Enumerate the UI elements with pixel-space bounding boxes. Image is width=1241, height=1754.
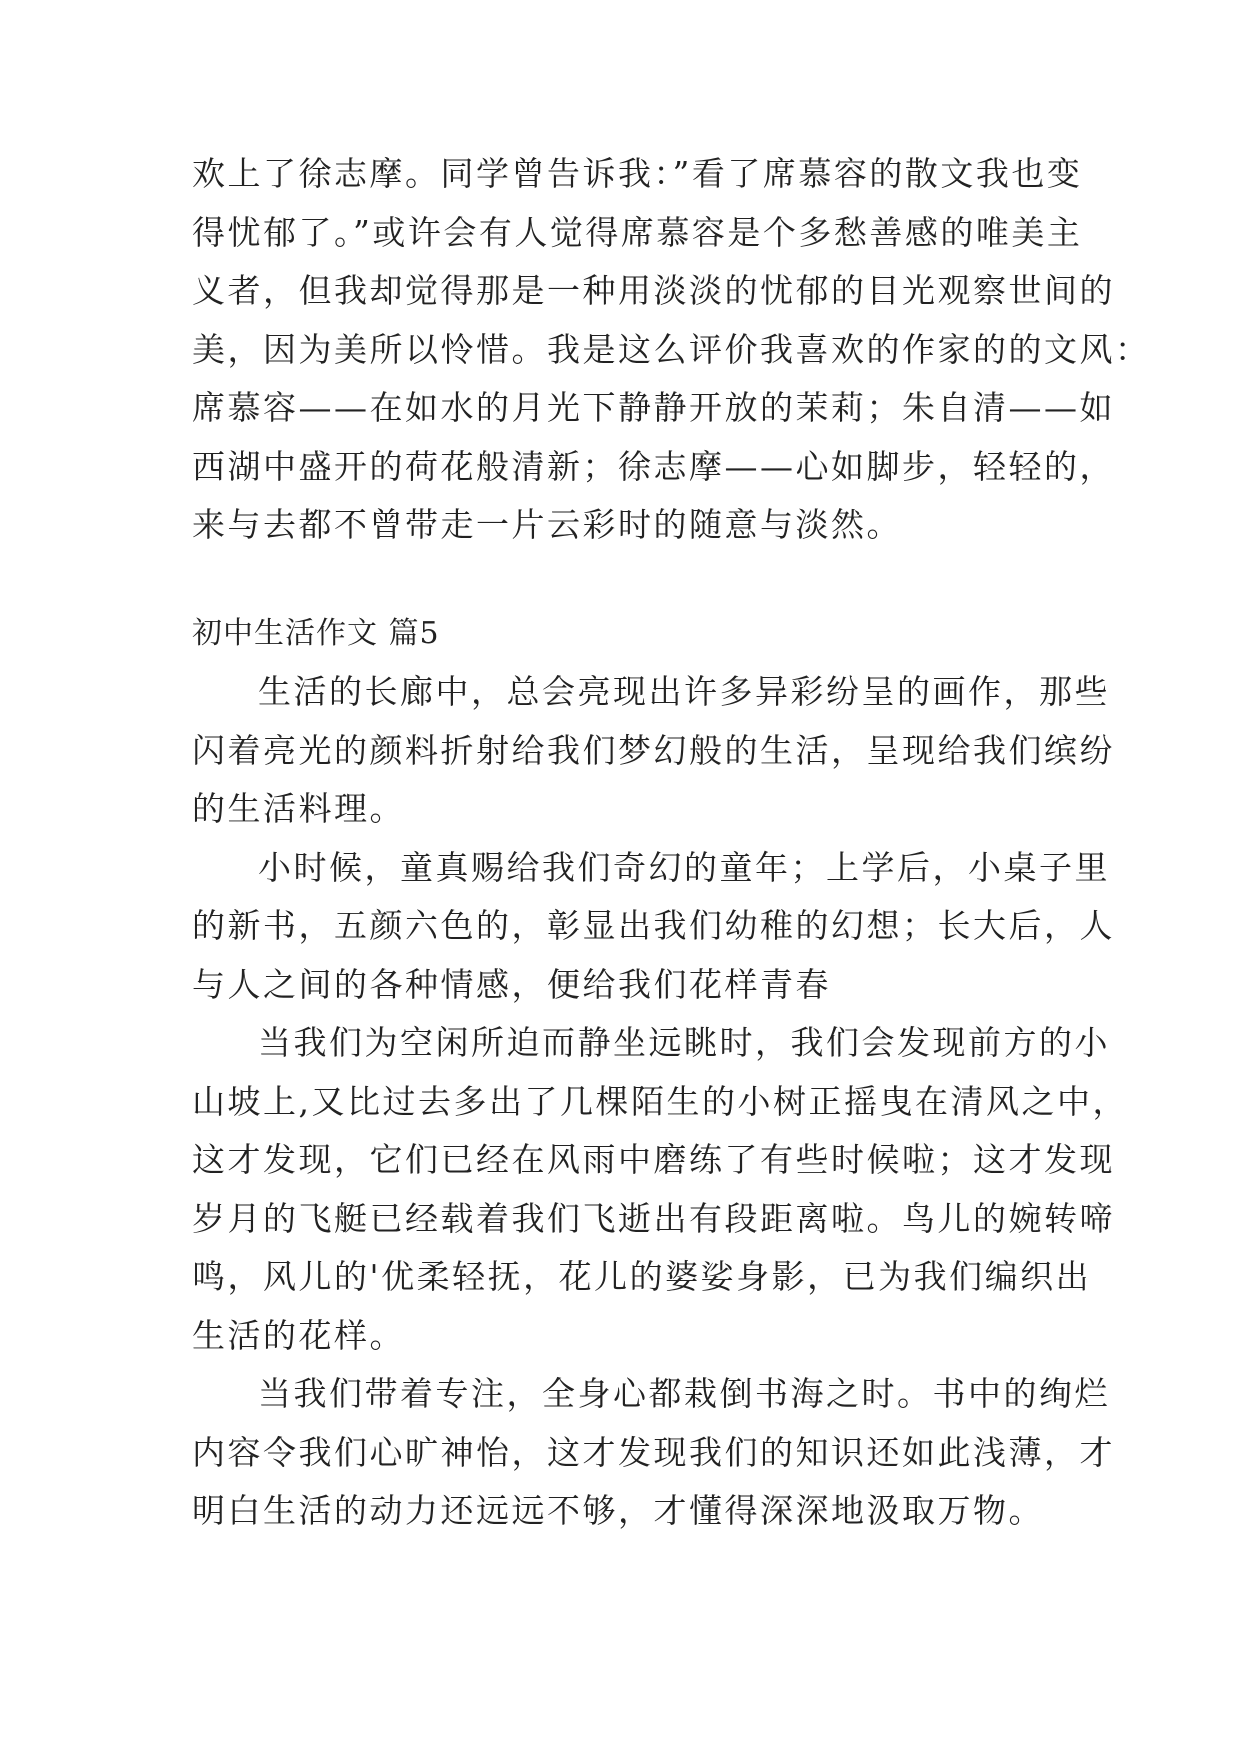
paragraph-line: 得忧郁了。”或许会有人觉得席慕容是个多愁善感的唯美主 bbox=[192, 212, 1083, 252]
paragraph-line: 当我们带着专注，全身心都栽倒书海之时。书中的绚烂 bbox=[258, 1374, 1110, 1413]
paragraph-line: 内容令我们心旷神怡，这才发现我们的知识还如此浅薄，才 bbox=[192, 1432, 1115, 1472]
intro-paragraph bbox=[192, 145, 1151, 555]
paragraph-line: 小时候，童真赐给我们奇幻的童年；上学后，小桌子里 bbox=[258, 847, 1110, 887]
paragraph-line: 岁月的飞艇已经载着我们飞逝出有段距离啦。鸟儿的婉转啼 bbox=[192, 1198, 1115, 1238]
document-page bbox=[192, 145, 1151, 1541]
section-heading: 初中生活作文 篇5 bbox=[192, 615, 440, 651]
paragraph-line: 闪着亮光的颜料折射给我们梦幻般的生活，呈现给我们缤纷 bbox=[192, 730, 1115, 770]
paragraph-line: 这才发现，它们已经在风雨中磨练了有些时候啦；这才发现 bbox=[192, 1140, 1115, 1179]
paragraph-line: 欢上了徐志摩。同学曾告诉我：”看了席慕容的散文我也变 bbox=[192, 154, 1083, 193]
paragraph-line: 明白生活的动力还远远不够，才懂得深深地汲取万物。 bbox=[192, 1491, 1044, 1530]
paragraph-line: 来与去都不曾带走一片云彩时的随意与淡然。 bbox=[192, 505, 902, 544]
paragraph-line: 席慕容——在如水的月光下静静开放的茉莉；朱自清——如 bbox=[192, 388, 1115, 427]
paragraph-line: 鸣，风儿的'优柔轻抚，花儿的婆娑身影，已为我们编织出 bbox=[192, 1257, 1092, 1296]
paragraph-line: 义者，但我却觉得那是一种用淡淡的忧郁的目光观察世间的 bbox=[192, 271, 1115, 310]
body-paragraph bbox=[192, 1014, 1128, 1365]
paragraph-line: 生活的花样。 bbox=[192, 1315, 405, 1355]
paragraph-line: 山坡上,又比过去多出了几棵陌生的小树正摇曳在清风之中， bbox=[192, 1081, 1128, 1121]
paragraph-line: 与人之间的各种情感，便给我们花样青春 bbox=[192, 964, 831, 1004]
body-paragraph bbox=[192, 839, 1115, 1015]
body-paragraph bbox=[192, 1365, 1115, 1541]
paragraph-line: 生活的长廊中，总会亮现出许多异彩纷呈的画作，那些 bbox=[258, 672, 1110, 711]
paragraph-line: 美，因为美所以怜惜。我是这么评价我喜欢的作家的的文风： bbox=[192, 329, 1151, 369]
section-spacer bbox=[192, 555, 1072, 605]
paragraph-line: 的新书，五颜六色的，彰显出我们幼稚的幻想；长大后，人 bbox=[192, 906, 1115, 945]
paragraph-line: 西湖中盛开的荷花般清新；徐志摩——心如脚步，轻轻的， bbox=[192, 446, 1115, 486]
paragraph-line: 的生活料理。 bbox=[192, 789, 405, 828]
paragraph-line: 当我们为空闲所迫而静坐远眺时，我们会发现前方的小 bbox=[258, 1023, 1110, 1062]
body-paragraph bbox=[192, 663, 1115, 839]
